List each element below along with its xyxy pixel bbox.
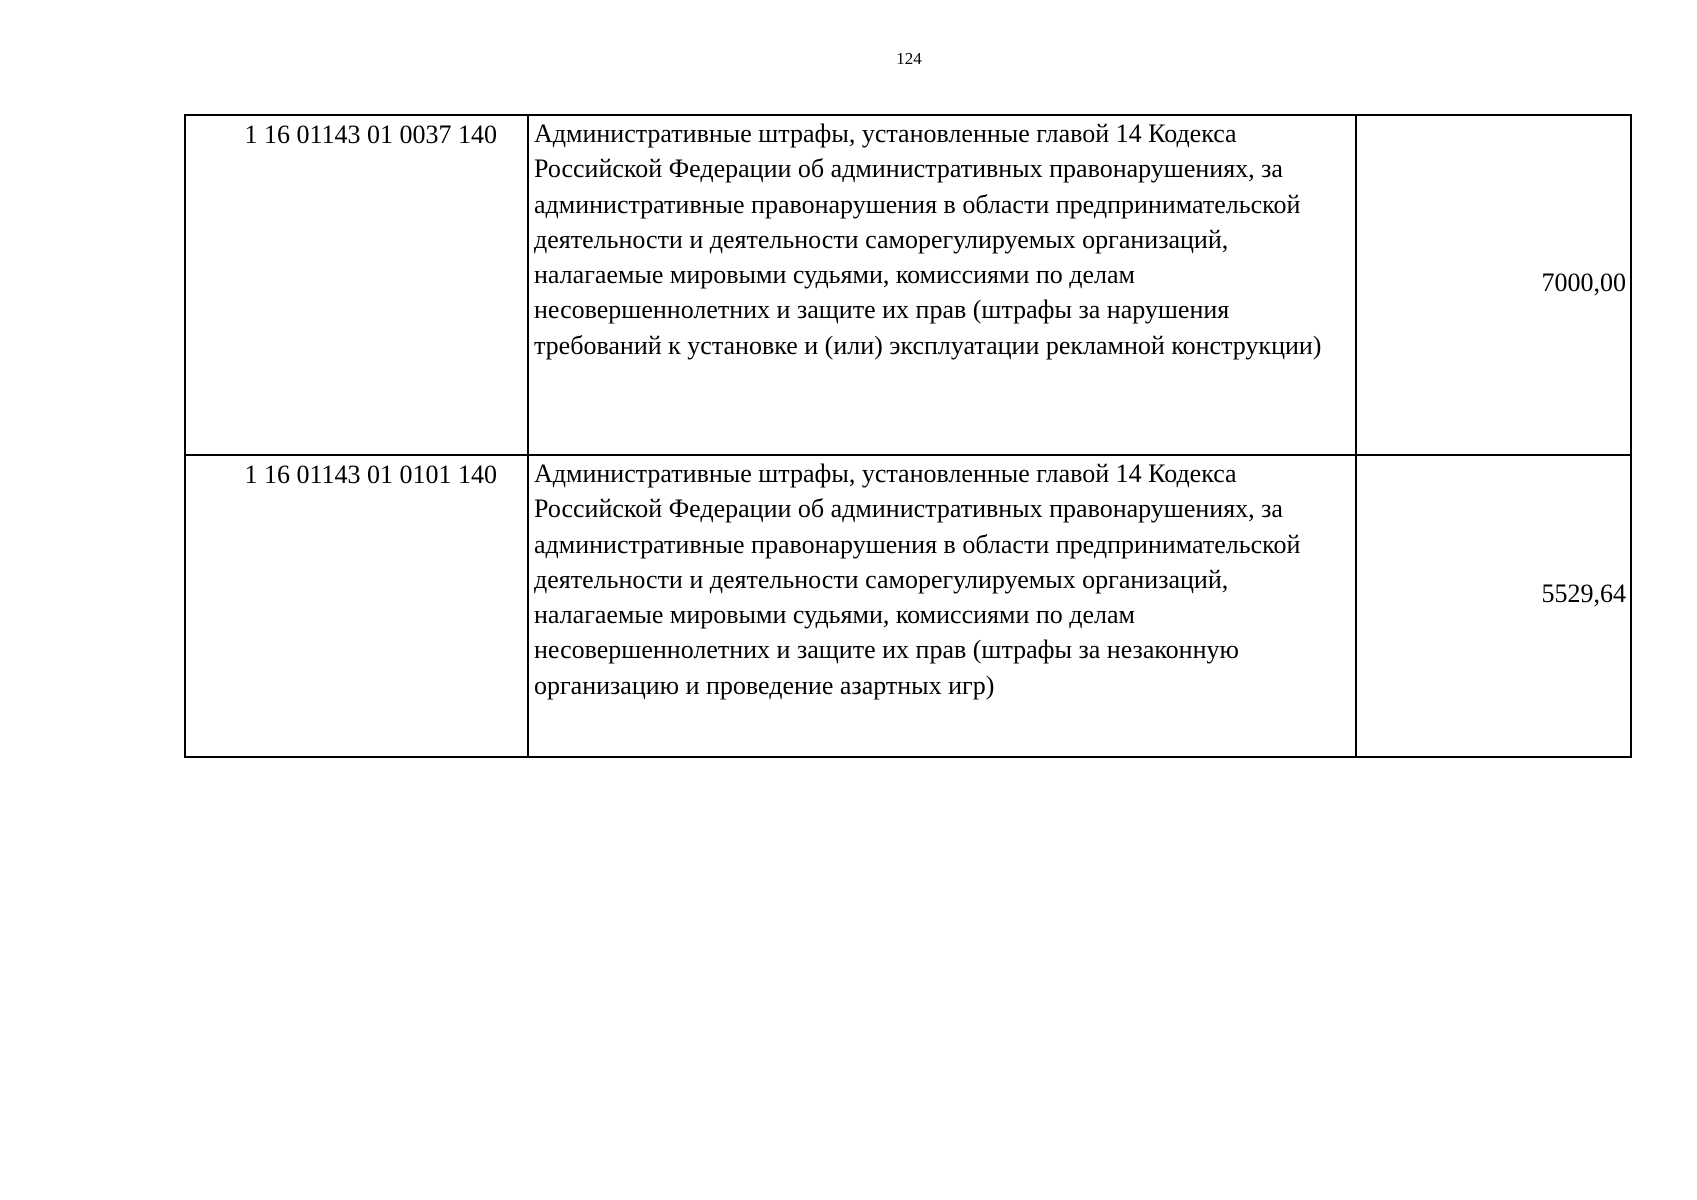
table-row xyxy=(185,115,1631,455)
revenue-amount: 5529,64 xyxy=(1541,579,1626,609)
revenue-code: 1 16 01143 01 0101 140 xyxy=(244,460,497,489)
revenue-description-cell xyxy=(528,455,1356,757)
budget-revenue-table xyxy=(184,114,1632,758)
revenue-code-cell xyxy=(185,455,528,757)
revenue-description: Административные штрафы, установленные главой 14 Кодекса Российской Федерации об административных правонарушениях, за административные правонарушения в области предпринимательской деятельности и деятельности саморегулируемых организаций, налагаемые мировыми судьями, комиссиями по делам несовершеннолетних и защите их прав (штрафы за нарушения требований к установке и (или) эксплуатации рекламной конструкции) xyxy=(534,119,1322,360)
revenue-description: Административные штрафы, установленные главой 14 Кодекса Российской Федерации об административных правонарушениях, за административные правонарушения в области предпринимательской деятельности и деятельности саморегулируемых организаций, налагаемые мировыми судьями, комиссиями по делам несовершеннолетних и защите их прав (штрафы за незаконную организацию и проведение азартных игр) xyxy=(534,459,1301,700)
revenue-amount-cell xyxy=(1356,455,1631,757)
revenue-description-cell xyxy=(528,115,1356,455)
table-row xyxy=(185,455,1631,757)
page-number: 124 xyxy=(896,49,922,68)
revenue-code: 1 16 01143 01 0037 140 xyxy=(244,120,497,149)
revenue-amount: 7000,00 xyxy=(1541,268,1626,298)
revenue-amount-cell xyxy=(1356,115,1631,455)
revenue-code-cell xyxy=(185,115,528,455)
